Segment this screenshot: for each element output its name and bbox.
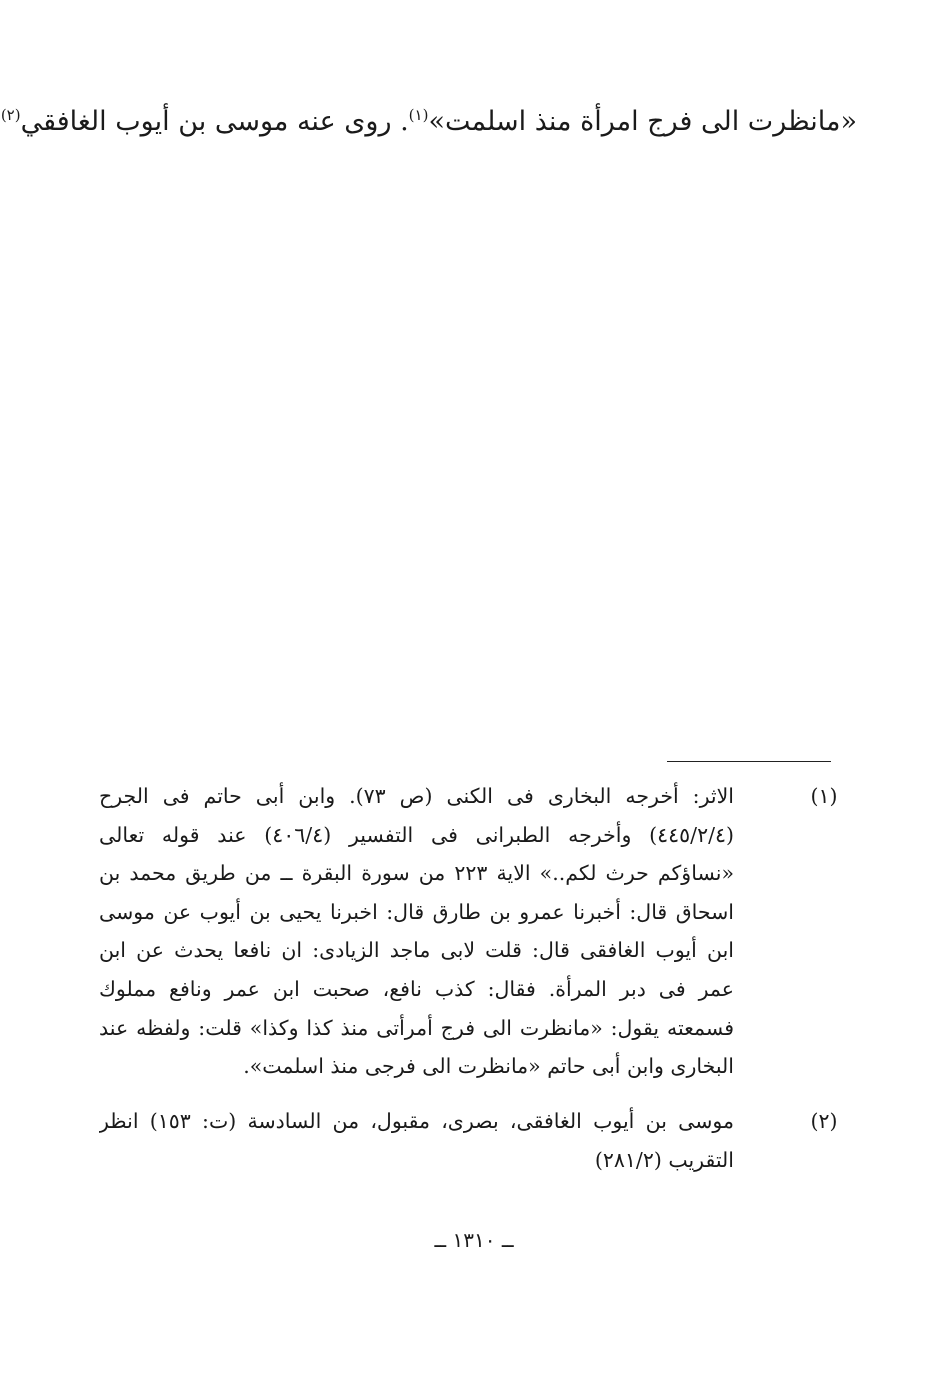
footnote-line: «نساؤكم حرث لكم..» الاية ٢٢٣ من سورة البقرة ــ من طريق محمد بن [100, 861, 735, 886]
footnote-line: اسحاق قال: أخبرنا عمرو بن طارق قال: اخبرنا يحيى بن أيوب عن موسى [100, 899, 735, 924]
main-text-narrator: . روى عنه موسى بن أيوب الغافقي [21, 106, 410, 137]
footnote-body-2 [100, 1102, 735, 1179]
footnote-line: فسمعته يقول: «مانظرت الى فرج أمرأتى منذ كذا وكذا» قلت: ولفظه عند [100, 1015, 735, 1040]
footnote-line: البخارى وابن أبى حاتم «مانظرت الى فرجى منذ اسلمت». [244, 1054, 735, 1079]
footnote-number-1: (١) [811, 784, 839, 808]
footnote-line: الاثر: أخرجه البخارى فى الكنى (ص ٧٣). وابن أبى حاتم فى الجرح [100, 784, 735, 808]
page-number: ــ ١٣١٠ ــ [435, 1228, 515, 1252]
footnote-ref-1[interactable]: (١) [409, 106, 430, 124]
footnote-line: موسى بن أيوب الغافقى، بصرى، مقبول، من السادسة (ت: ١٥٣) انظر [100, 1109, 735, 1133]
footnote-1 [100, 777, 850, 1086]
footnote-line: التقريب (٢٨١/٢) [595, 1147, 735, 1172]
footnote-line: عمر فى دبر المرأة. فقال: كذب نافع، صحبت ابن عمر ونافع مملوك [100, 976, 735, 1001]
footnote-2 [100, 1102, 850, 1179]
footnote-line: ابن أيوب الغافقى قال: قلت لابى ماجد الزيادى: ان نافعا يحدث عن ابن [100, 938, 735, 963]
footnote-number-2: (٢) [811, 1109, 839, 1133]
main-text-line [1, 98, 858, 146]
main-text-quote: «مانظرت الى فرج امرأة منذ اسلمت» [429, 106, 858, 137]
footnote-ref-2[interactable]: (٢) [1, 106, 22, 124]
footnote-separator [668, 761, 832, 762]
footnote-body-1 [100, 777, 735, 1086]
footnote-line: (٤٤٥/٢/٤) وأخرجه الطبرانى فى التفسير (٤٠٦/٤) عند قوله تعالى [100, 822, 735, 847]
